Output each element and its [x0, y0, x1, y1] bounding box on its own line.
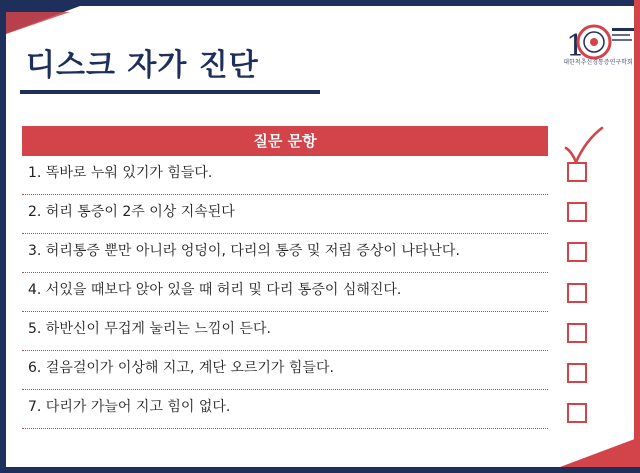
checklist-checkbox-4[interactable] — [567, 283, 587, 303]
checklist-checkbox-3[interactable] — [567, 242, 587, 262]
checklist-checkbox-2[interactable] — [567, 202, 587, 222]
page-title: 디스크 자가 진단 — [26, 48, 259, 83]
check-mark-icon — [560, 126, 606, 166]
checklist-checkbox-7[interactable] — [567, 403, 587, 423]
checklist-row — [22, 156, 548, 195]
frame-bottom-bar — [0, 467, 640, 473]
checklist-item-text: 7. 다리가 가늘어 지고 힘이 없다. — [28, 399, 231, 415]
svg-text:1: 1 — [566, 29, 586, 64]
checklist-row — [22, 234, 548, 273]
checklist-item-text: 4. 서있을 때보다 앉아 있을 때 허리 및 다리 통증이 심해진다. — [28, 282, 402, 298]
frame-left-bar — [0, 0, 6, 473]
corner-accent-top-left — [0, 0, 80, 40]
checklist-item-text: 6. 걸음걸이가 이상해 지고, 계단 오르기가 힘들다. — [28, 360, 334, 376]
checklist-item-text: 5. 하반신이 무겁게 눌리는 느낌이 든다. — [28, 321, 271, 337]
society-name: 대한척추신경통증연구학회 — [563, 59, 633, 66]
checklist-row — [22, 195, 548, 234]
title-underline — [20, 90, 320, 94]
frame-top-bar — [0, 0, 640, 6]
checklist-item-text: 1. 똑바로 누워 있기가 힘들다. — [28, 165, 213, 181]
checklist-item-text: 3. 허리통증 뿐만 아니라 엉덩이, 다리의 통증 및 저림 증상이 나타난다. — [28, 243, 460, 259]
checklist-row — [22, 390, 548, 429]
corner-accent-bottom-right — [560, 433, 640, 473]
checklist-row — [22, 312, 548, 351]
checklist-checkbox-5[interactable] — [567, 323, 587, 343]
frame-right-bar — [634, 0, 640, 473]
checklist-header: 질문 문항 — [22, 126, 548, 156]
checklist-row — [22, 351, 548, 390]
checklist-row — [22, 273, 548, 312]
checklist-checkbox-6[interactable] — [567, 363, 587, 383]
checklist-checkbox-1[interactable] — [567, 162, 587, 182]
checklist-item-text: 2. 허리 통증이 2주 이상 지속된다 — [28, 204, 235, 220]
